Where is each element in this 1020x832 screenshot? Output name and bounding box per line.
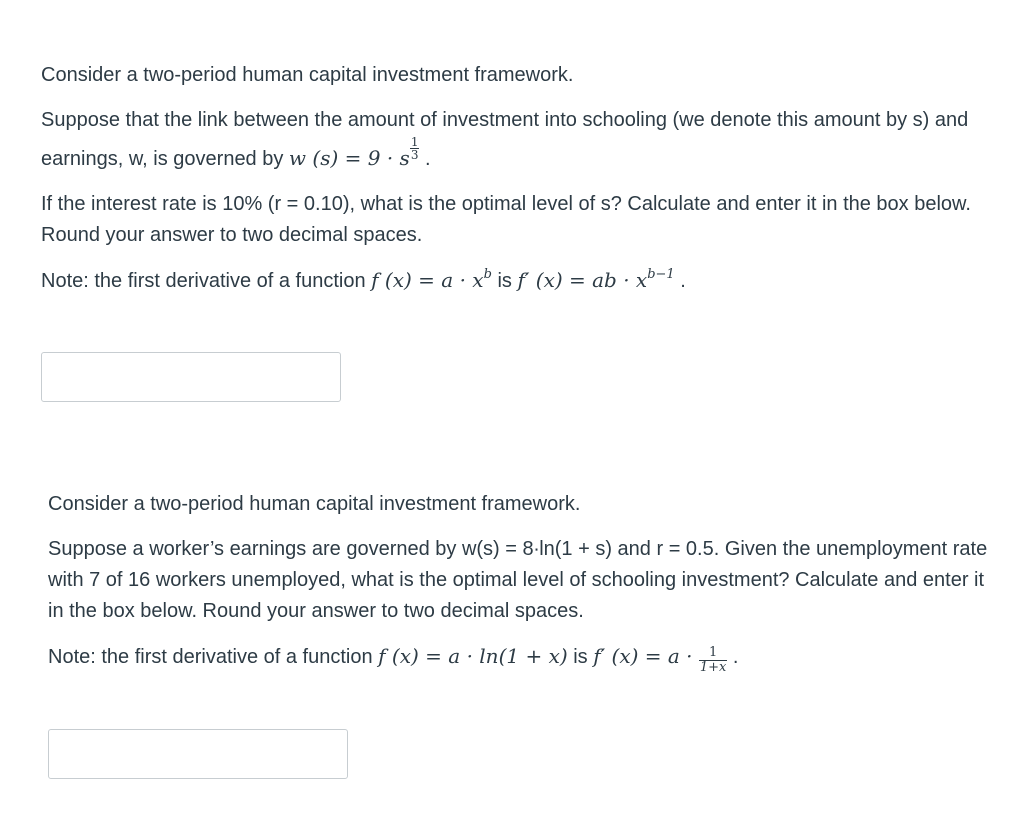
exponent-fraction: $\frac{1}{3}$ [410, 135, 419, 162]
question-2-answer-input[interactable] [48, 729, 348, 779]
question-2-note: Note: the first derivative of a function f (x) = a · ln(1 + x) is f′ (x) = a · $\frac{1}{1+x}$ . [48, 644, 739, 675]
question-2-intro: Consider a two-period human capital investment framework. [48, 493, 581, 515]
question-1-earnings-text: Suppose that the link between the amount of investment into schooling (we denote this amount by s) and earnings, w, is governed by [41, 109, 969, 170]
log-function-formula: f (x) = a · ln(1 + x) [378, 644, 568, 668]
question-1-intro: Consider a two-period human capital investment framework. [41, 64, 574, 86]
question-2-prompt: Suppose a worker’s earnings are governed by w(s) = 8∙ln(1 + s) and r = 0.5. Given the unemployment rate with 7 of 16 workers unemployed, what is the optimal level of schooling investment? Calculate and enter it in the box below. Round your answer to two decimal spaces. [48, 538, 988, 622]
question-1-answer-input[interactable] [41, 352, 341, 402]
derivative-fraction: $\frac{1}{1+x}$ [699, 645, 727, 675]
question-2 [48, 489, 988, 689]
question-1-prompt: If the interest rate is 10% (r = 0.10), what is the optimal level of s? Calculate and enter it in the box below. Round your answer to two decimal spaces. [41, 193, 971, 246]
question-1-note: Note: the first derivative of a function f $(x) = a \cdot x^b$ is f′ (x) = ab · $x^{b-1}$ . [41, 267, 686, 292]
earnings-formula: w (s) = 9 · s $\frac{1}{3}$ [288, 135, 419, 170]
question-1 [41, 60, 981, 311]
power-derivative-formula: f′ (x) = ab · $x^{b-1}$ [517, 267, 675, 292]
question-1-earnings-statement: Suppose that the link between the amount of investment into schooling (we denote this amount by s) and earnings, w, is governed by w (s) = 9 · s $\frac{1}{3}$ . [41, 109, 969, 170]
power-function-formula: f $(x) = a \cdot x^b$ [371, 267, 492, 292]
log-derivative-formula: f′ (x) = a · $\frac{1}{1+x}$ [593, 644, 727, 675]
